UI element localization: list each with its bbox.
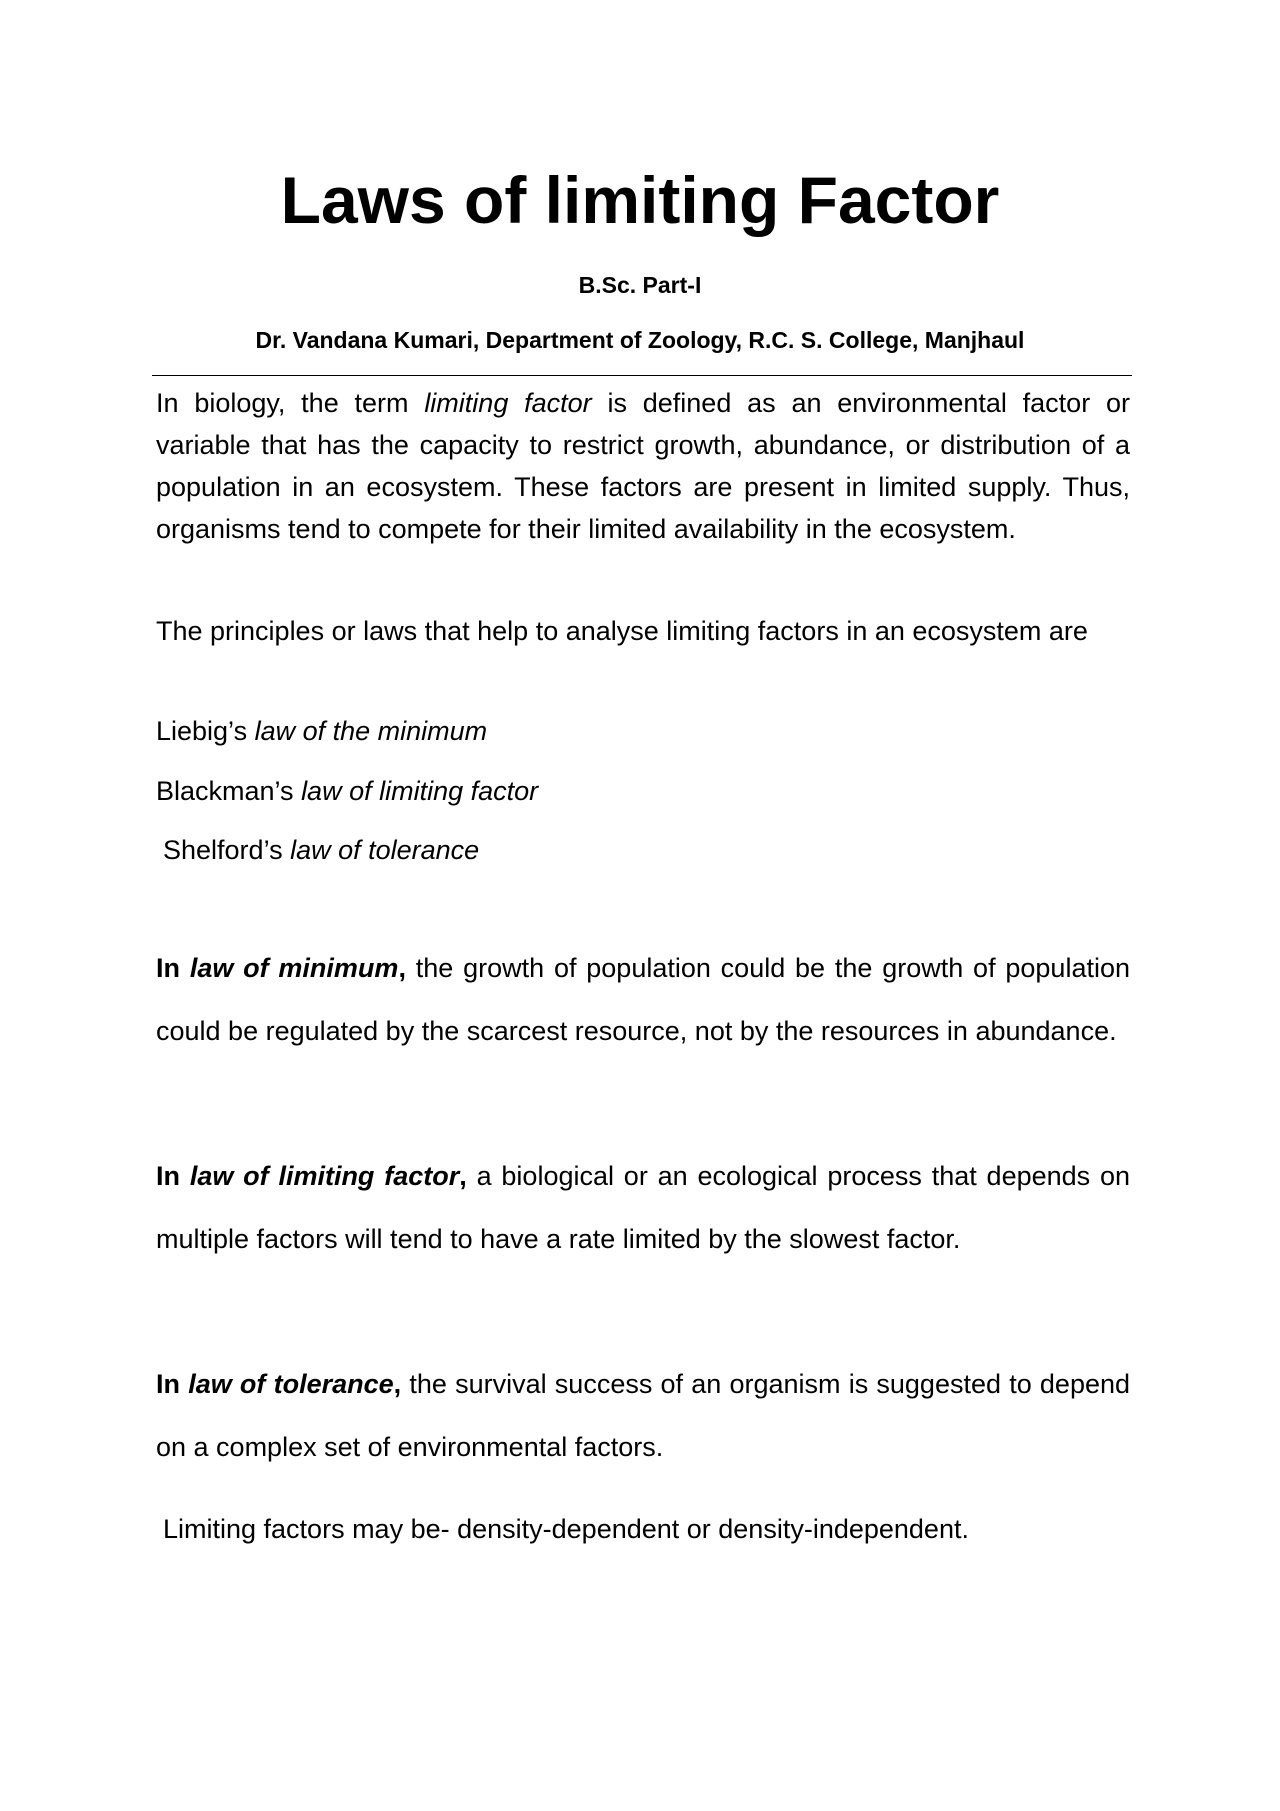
law-person: Blackman’s: [156, 776, 302, 806]
author-line: Dr. Vandana Kumari, Department of Zoology, R.C. S. College, Manjhaul: [255, 327, 1025, 353]
law-list-item: [156, 710, 487, 752]
law-explanation-limiting-factor: [156, 1145, 1130, 1271]
explanation-comma: ,: [393, 1369, 402, 1399]
law-person: Shelford’s: [163, 835, 291, 865]
header-divider: [152, 375, 1132, 376]
law-name: law of the minimum: [254, 716, 488, 746]
law-explanation-tolerance: [156, 1353, 1130, 1479]
explanation-prefix: In: [156, 953, 190, 983]
explanation-comma: ,: [459, 1161, 467, 1191]
explanation-prefix: In: [156, 1161, 190, 1191]
intro-term: limiting factor: [424, 388, 592, 418]
principles-paragraph: The principles or laws that help to analyse limiting factors in an ecosystem are: [156, 616, 1088, 646]
intro-paragraph: [156, 382, 1130, 550]
law-explanation-minimum: [156, 937, 1130, 1063]
page-title: Laws of limiting Factor: [280, 163, 1000, 237]
law-name: law of tolerance: [290, 835, 480, 865]
law-person: Liebig’s: [156, 716, 255, 746]
course-label: B.Sc. Part-I: [578, 272, 702, 298]
explanation-text: the survival success of an organism is suggested to depend on a complex set of environmental factors.: [156, 1369, 1131, 1462]
explanation-prefix: In: [156, 1369, 189, 1399]
law-list-item: [163, 829, 479, 871]
explanation-comma: ,: [398, 953, 406, 983]
explanation-term: law of limiting factor: [189, 1161, 460, 1191]
intro-lead: In biology, the term: [156, 388, 425, 418]
law-name: law of limiting factor: [301, 776, 539, 806]
explanation-text: a biological or an ecological process that depends on multiple factors will tend to have a rate limited by the slowest factor.: [156, 1161, 1130, 1254]
intro-rest: is defined as an environmental factor or variable that has the capacity to restrict growth, abundance, or distribution of a population in an ecosystem. These factors are present in limited supply. Thus, organisms tend to compete for their limited availability in the ecosystem.: [156, 388, 1130, 544]
explanation-term: law of minimum: [189, 953, 399, 983]
law-list-item: [156, 770, 538, 812]
explanation-term: law of tolerance: [188, 1369, 394, 1399]
explanation-text: the growth of population could be the growth of population could be regulated by the scarcest resource, not by the resources in abundance.: [156, 953, 1130, 1046]
closing-statement: Limiting factors may be- density-dependent or density-independent.: [163, 1514, 969, 1544]
